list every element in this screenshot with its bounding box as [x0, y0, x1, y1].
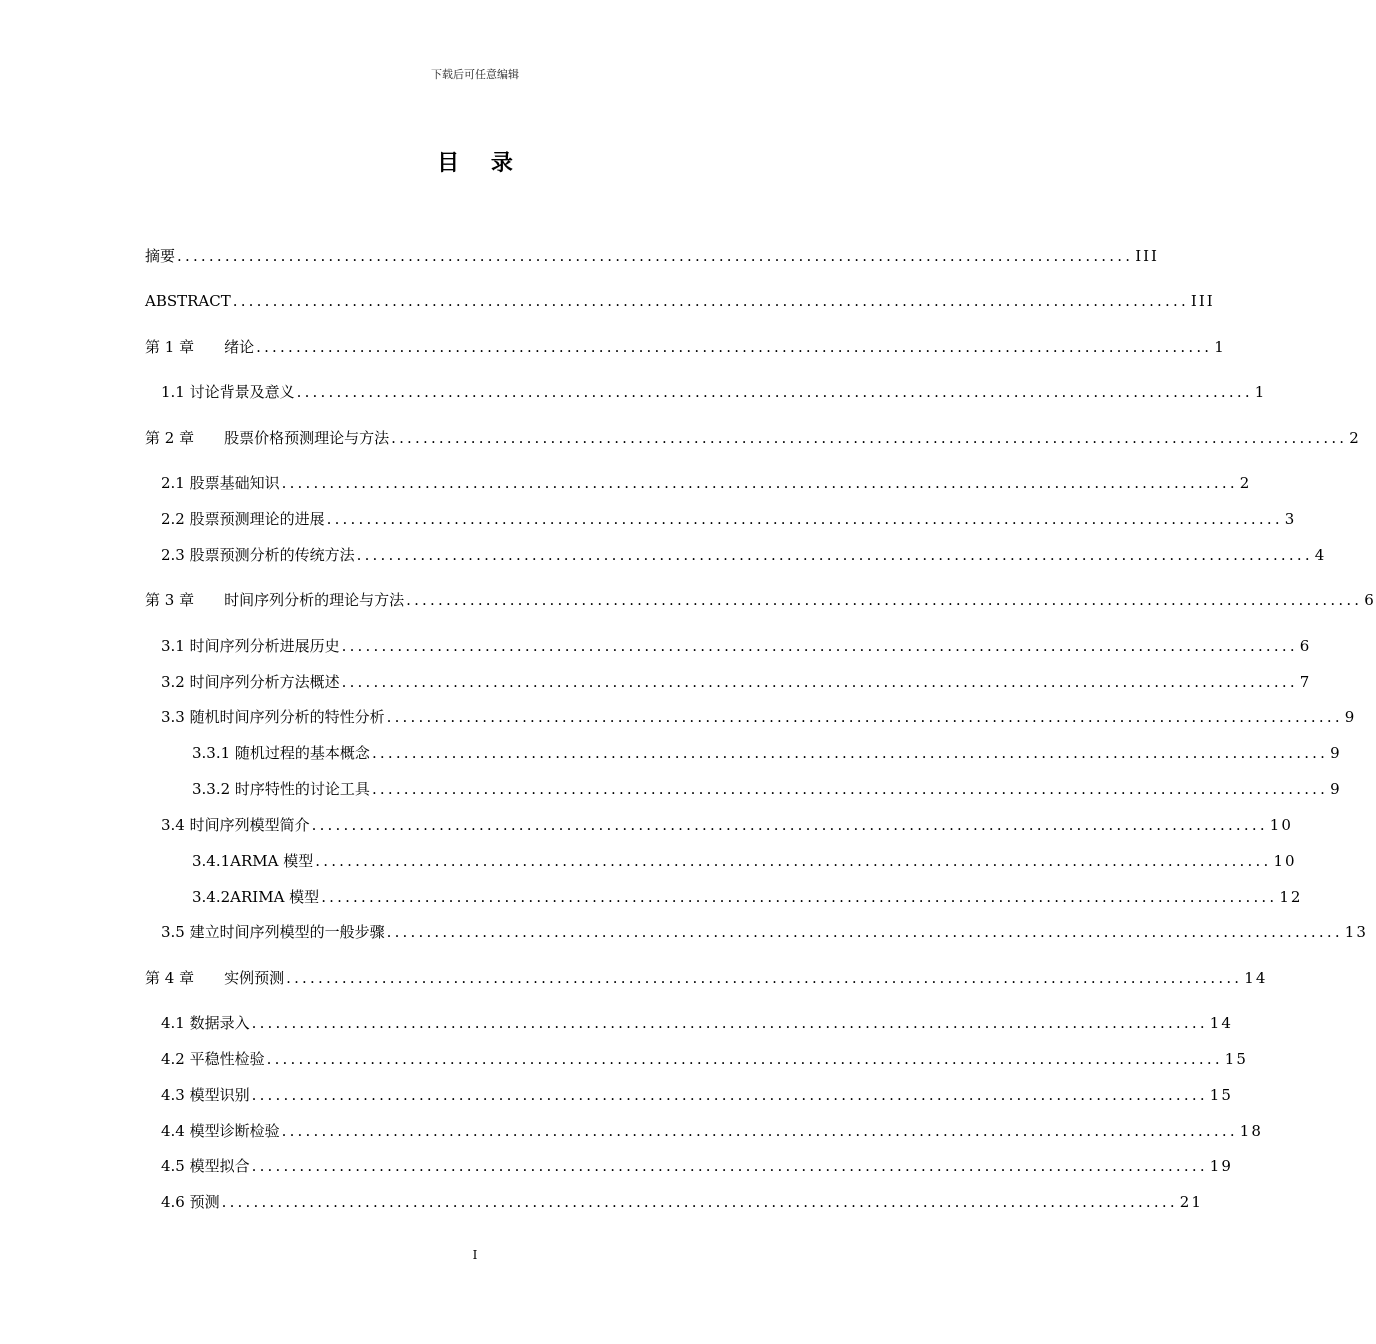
toc-entry[interactable]	[161, 1191, 1203, 1213]
toc-entry[interactable]	[145, 967, 1268, 989]
toc-page-number: 15	[1224, 1050, 1248, 1068]
toc-page-number: 6	[1299, 637, 1312, 655]
toc-entry-label: 4.2 平稳性检验	[161, 1050, 265, 1068]
toc-page-number: 9	[1344, 708, 1357, 726]
toc-entry[interactable]	[145, 336, 1226, 358]
toc-dot-leader: ........................................................................................................................	[326, 510, 1283, 528]
toc-entry-label	[145, 589, 404, 611]
toc-entry[interactable]	[145, 290, 1215, 312]
toc-chapter-title: 绪论	[224, 338, 255, 356]
toc-dot-leader: ........................................................................................................................	[386, 708, 1343, 726]
toc-chapter-number: 第 3 章	[145, 591, 195, 609]
toc-entry-label: 3.1 时间序列分析进展历史	[161, 637, 340, 655]
toc-entry[interactable]	[161, 814, 1293, 836]
toc-dot-leader: ........................................................................................................................	[321, 888, 1278, 906]
toc-page-number: 15	[1209, 1086, 1233, 1104]
toc-dot-leader: ........................................................................................................................	[286, 969, 1243, 987]
toc-entry[interactable]	[161, 1012, 1233, 1034]
toc-page-number: 10	[1273, 852, 1297, 870]
toc-dot-leader: ........................................................................................................................	[256, 338, 1213, 356]
toc-entry-label: 2.3 股票预测分析的传统方法	[161, 546, 355, 564]
toc-entry[interactable]	[192, 742, 1342, 764]
toc-entry[interactable]	[161, 544, 1327, 566]
toc-entry[interactable]	[161, 1084, 1233, 1106]
toc-entry-label: 摘要	[145, 247, 176, 265]
toc-entry-label: 4.5 模型拟合	[161, 1157, 250, 1175]
toc-entry[interactable]	[145, 589, 1376, 611]
toc-entry-label: 3.2 时间序列分析方法概述	[161, 673, 340, 691]
toc-dot-leader: ........................................................................................................................	[296, 383, 1253, 401]
toc-entry-label: 2.2 股票预测理论的进展	[161, 510, 325, 528]
toc-dot-leader: ........................................................................................................................	[341, 637, 1298, 655]
toc-page-number: 1	[1254, 383, 1267, 401]
toc-chapter-title: 实例预测	[224, 969, 285, 987]
toc-dot-leader: ........................................................................................................................	[356, 546, 1313, 564]
toc-page-number: 14	[1244, 969, 1268, 987]
toc-dot-leader: ........................................................................................................................	[371, 744, 1329, 762]
toc-dot-leader: ........................................................................................................................	[386, 923, 1343, 941]
toc-page-number: 18	[1239, 1122, 1263, 1140]
toc-dot-leader: ........................................................................................................................	[266, 1050, 1223, 1068]
toc-entry-label: 4.3 模型识别	[161, 1086, 250, 1104]
toc-page-number: 12	[1279, 888, 1303, 906]
toc-entry-label: 2.1 股票基础知识	[161, 474, 280, 492]
toc-page-number: III	[1135, 247, 1159, 265]
toc-entry-label: 4.6 预测	[161, 1193, 220, 1211]
toc-page-number: 21	[1179, 1193, 1203, 1211]
toc-entry-label: 3.4 时间序列模型简介	[161, 816, 310, 834]
toc-entry-label: 3.5 建立时间序列模型的一般步骤	[161, 923, 385, 941]
toc-entry[interactable]	[161, 1120, 1263, 1142]
toc-page-number: 19	[1209, 1157, 1233, 1175]
toc-dot-leader: ........................................................................................................................	[406, 591, 1363, 609]
toc-entry[interactable]	[161, 1048, 1248, 1070]
toc-dot-leader: ........................................................................................................................	[311, 816, 1268, 834]
toc-dot-leader: ........................................................................................................................	[177, 247, 1134, 265]
page-number: I	[472, 1248, 478, 1262]
toc-entry-label: 1.1 讨论背景及意义	[161, 383, 295, 401]
toc-entry-label	[145, 427, 389, 449]
toc-entry[interactable]	[161, 635, 1312, 657]
toc-dot-leader: ........................................................................................................................	[341, 673, 1298, 691]
toc-chapter-number: 第 1 章	[145, 338, 195, 356]
toc-page-number: 9	[1330, 744, 1342, 762]
toc-page-number: 13	[1344, 923, 1368, 941]
toc-entry[interactable]	[192, 850, 1297, 872]
toc-page-number: 9	[1330, 780, 1342, 798]
toc-dot-leader: ........................................................................................................................	[281, 474, 1238, 492]
toc-entry[interactable]	[161, 671, 1312, 693]
toc-entry[interactable]	[161, 706, 1357, 728]
toc-entry[interactable]	[145, 427, 1361, 449]
page-title: 目 录	[437, 151, 525, 176]
toc-page-number: 14	[1209, 1014, 1233, 1032]
toc-chapter-title: 时间序列分析的理论与方法	[224, 591, 405, 609]
toc-entry[interactable]	[161, 1155, 1233, 1177]
toc-page-number: 10	[1269, 816, 1293, 834]
toc-page-number: 6	[1364, 591, 1376, 609]
toc-entry-label: 3.3.1 随机过程的基本概念	[192, 744, 370, 762]
toc-entry[interactable]	[161, 508, 1297, 530]
toc-entry-label: 3.3 随机时间序列分析的特性分析	[161, 708, 385, 726]
toc-entry[interactable]	[161, 381, 1267, 403]
toc-entry[interactable]	[192, 778, 1342, 800]
toc-entry[interactable]	[161, 472, 1252, 494]
toc-dot-leader: ........................................................................................................................	[232, 292, 1189, 310]
toc-entry[interactable]	[145, 245, 1159, 267]
toc-page-number: 3	[1284, 510, 1297, 528]
toc-dot-leader: ........................................................................................................................	[315, 852, 1272, 870]
toc-entry-label: 4.4 模型诊断检验	[161, 1122, 280, 1140]
toc-entry[interactable]	[192, 886, 1303, 908]
toc-chapter-number: 第 4 章	[145, 969, 195, 987]
toc-chapter-number: 第 2 章	[145, 429, 195, 447]
toc-dot-leader: ........................................................................................................................	[221, 1193, 1178, 1211]
toc-entry-label: 4.1 数据录入	[161, 1014, 250, 1032]
header-note: 下载后可任意编辑	[431, 68, 519, 81]
toc-page-number: 2	[1349, 429, 1361, 447]
toc-entry-label: 3.3.2 时序特性的讨论工具	[192, 780, 370, 798]
toc-page-number: III	[1190, 292, 1215, 310]
toc-dot-leader: ........................................................................................................................	[251, 1014, 1208, 1032]
toc-entry-label: 3.4.2ARIMA 模型	[192, 888, 320, 906]
toc-page-number: 2	[1239, 474, 1252, 492]
toc-dot-leader: ........................................................................................................................	[281, 1122, 1238, 1140]
toc-entry-label	[145, 336, 254, 358]
toc-dot-leader: ........................................................................................................................	[371, 780, 1329, 798]
toc-entry-label: 3.4.1ARMA 模型	[192, 852, 314, 870]
toc-entry-label: ABSTRACT	[145, 292, 231, 310]
toc-dot-leader: ........................................................................................................................	[251, 1157, 1208, 1175]
toc-page-number: 1	[1214, 338, 1226, 356]
toc-entry[interactable]	[161, 921, 1368, 943]
toc-chapter-title: 股票价格预测理论与方法	[224, 429, 390, 447]
toc-page-number: 4	[1314, 546, 1327, 564]
toc-page-number: 7	[1299, 673, 1312, 691]
toc-entry-label	[145, 967, 284, 989]
toc-dot-leader: ........................................................................................................................	[251, 1086, 1208, 1104]
toc-dot-leader: ........................................................................................................................	[391, 429, 1348, 447]
